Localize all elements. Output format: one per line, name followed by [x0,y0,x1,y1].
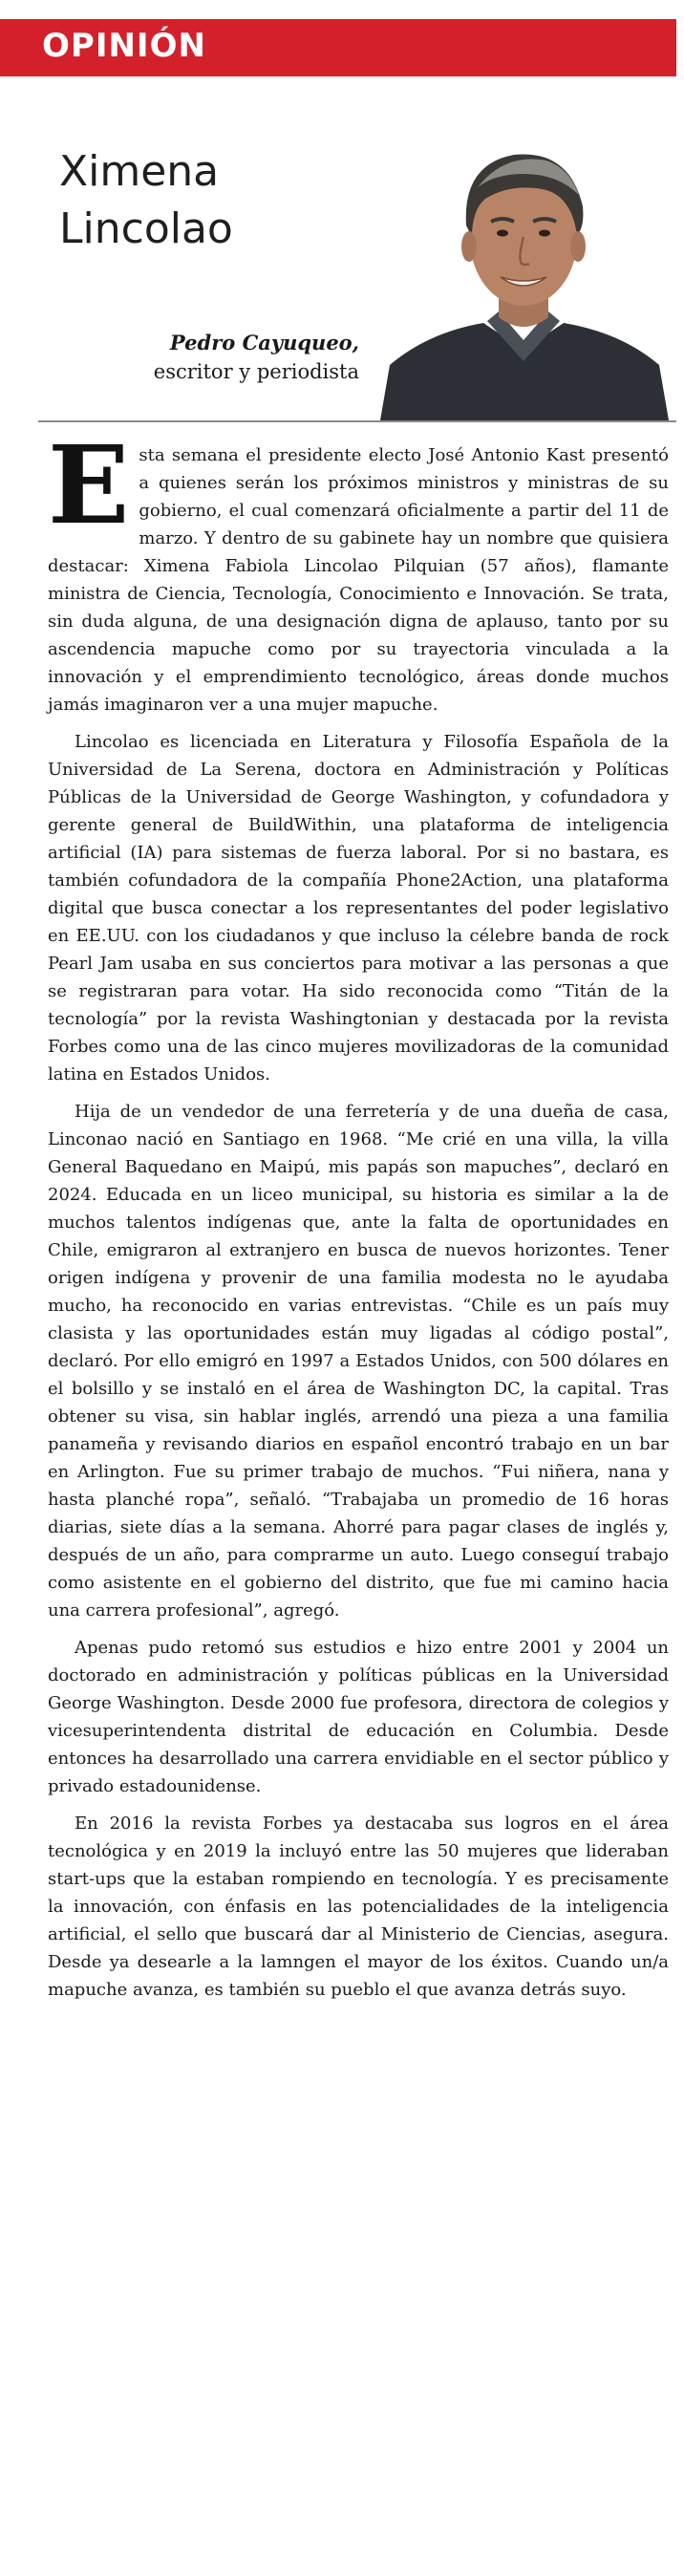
headline: Ximena Lincolao [59,147,233,253]
article-paragraph-2: Lincolao es licenciada en Literatura y Filosofía Española de la Universidad de La Serena, doctora en Administración y Políticas Públicas de la Universidad de George Washington, y cofundadora y gerente general de BuildWithin, una plataforma de inteligencia artificial (IA) para sistemas de fuerza laboral. Por si no bastara, es también cofundadora de la compañía Phone2Action, una plataforma digital que busca conectar a los representantes del poder legislativo en EE.UU. con los ciudadanos y que incluso la célebre banda de rock Pearl Jam usaba en sus conciertos para motivar a las personas a que se registraran para votar. Ha sido reconocida como “Titán de la tecnología” por la revista Washingtonian y destacada por la revista Forbes como una de las cinco mujeres movilizadoras de la comunidad latina en Estados Unidos. [48,732,669,1084]
header-divider [38,420,676,422]
section-label: OPINIÓN [42,27,206,65]
article-paragraph-4: Apenas pudo retomó sus estudios e hizo entre 2001 y 2004 un doctorado en administración y políticas públicas en la Universidad George Washington. Desde 2000 fue profesora, directora de colegios y vicesuperintendenta distrital de educación en Columbia. Desde entonces ha desarrollado una carrera envidiable en el sector público y privado estadounidense. [48,1638,669,1796]
author-role: escritor y periodista [153,360,359,383]
author-portrait-illustration [371,115,676,420]
drop-cap: E [48,423,130,548]
paragraph-1-text: sta semana el presidente electo José Antonio Kast presentó a quienes serán los próximos ministros y ministras de su gobierno, el cual comenzará oficialmente a partir del 11 de marzo. Y dentro de su gabinete hay un nombre que quisiera destacar: Ximena Fabiola Lincolao Pilquian (57 años), flamante ministra de Ciencia, Tecnología, Conocimiento e Innovación. Se trata, sin duda alguna, de una designación digna de aplauso, tanto por su ascendencia mapuche como por su trayectoria vinculada a la innovación y el emprendimiento tecnológico, áreas donde muchos jamás imaginaron ver a una mujer mapuche. [48,445,669,715]
section-header-bar [0,19,676,76]
byline [76,329,359,386]
author-portrait [371,115,676,420]
article-paragraph-1 [48,423,669,719]
author-name: Pedro Cayuqueo, [169,331,359,354]
article-paragraph-3: Hija de un vendedor de una ferretería y de una dueña de casa, Linconao nació en Santiago en 1968. “Me crié en una villa, la villa General Baquedano en Maipú, mis papás son mapuches”, declaró en 2024. Educada en un liceo municipal, su historia es similar a la de muchos talentos indígenas que, ante la falta de oportunidades en Chile, emigraron al extranjero en busca de nuevos horizontes. Tener origen indígena y provenir de una familia modesta no le ayudaba mucho, ha reconocido en varias entrevistas. “Chile es un país muy clasista y las oportunidades están muy ligadas al código postal”, declaró. Por ello emigró en 1997 a Estados Unidos, con 500 dólares en el bolsillo y se instaló en el área de Washington DC, la capital. Tras obtener su visa, sin hablar inglés, arrendó una pieza a una familia panameña y revisando diarios en español encontró trabajo en un bar en Arlington. Fue su primer trabajo de muchos. “Fui niñera, nana y hasta planché ropa”, señaló. “Trabajaba un promedio de 16 horas diarias, siete días a la semana. Ahorré para pagar clases de inglés y, después de un año, para comprarme un auto. Luego conseguí trabajo como asistente en el gobierno del distrito, que fue mi camino hacia una carrera profesional”, agregó. [48,1102,669,1621]
article-body [48,423,669,2013]
article-paragraph-5: En 2016 la revista Forbes ya destacaba sus logros en el área tecnológica y en 2019 la incluyó entre las 50 mujeres que lideraban start-ups que la estaban rompiendo en tecnología. Y es precisamente la innovación, con énfasis en las potencialidades de la inteligencia artificial, el sello que buscará dar al Ministerio de Ciencias, asegura. Desde ya desearle a la lamngen el mayor de los éxitos. Cuando un/a mapuche avanza, es también su pueblo el que avanza detrás suyo. [48,1814,669,2000]
